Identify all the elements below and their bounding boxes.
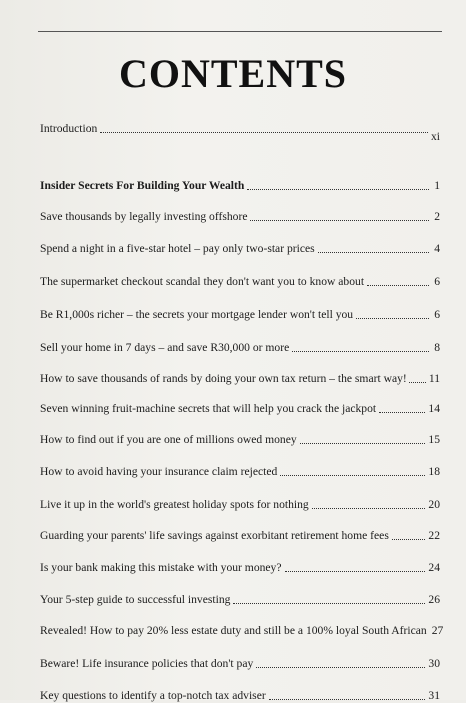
toc-entry-page: xi — [430, 130, 440, 143]
toc-entry-label: Insider Secrets For Building Your Wealth — [40, 179, 245, 192]
toc-entry-label: Is your bank making this mistake with your money? — [40, 561, 282, 574]
toc-entry-page: 14 — [428, 402, 440, 415]
toc-entry — [40, 122, 440, 143]
toc-entry-label: How to save thousands of rands by doing your own tax return – the smart way! — [40, 372, 407, 385]
toc-entry — [40, 242, 440, 256]
leader-dots — [367, 284, 429, 286]
leader-dots — [100, 131, 428, 133]
top-rule — [38, 31, 442, 32]
leader-dots — [292, 350, 429, 352]
toc-entry-page: 2 — [434, 210, 440, 223]
toc-entry-page: 11 — [428, 372, 440, 385]
toc-entry-label: Live it up in the world's greatest holiday spots for nothing — [40, 498, 309, 511]
leader-dots — [250, 219, 429, 221]
toc-entry-label: How to find out if you are one of millions owed money — [40, 433, 297, 446]
toc-entry-label: Guarding your parents' life savings against exorbitant retirement home fees — [40, 529, 389, 542]
toc-entry-page: 6 — [434, 308, 440, 321]
toc-entry-label: The supermarket checkout scandal they don't want you to know about — [40, 275, 365, 288]
toc-entry — [40, 529, 440, 543]
toc-entry-page: 31 — [428, 689, 440, 702]
toc-entry — [40, 341, 440, 355]
leader-dots — [312, 507, 426, 509]
toc-entry-label: Seven winning fruit-machine secrets that will help you crack the jackpot — [40, 402, 377, 415]
toc-entry-page: 4 — [434, 242, 440, 255]
leader-dots — [280, 474, 425, 476]
toc-entry — [40, 275, 440, 289]
toc-entry-label: Key questions to identify a top-notch tax adviser — [40, 689, 266, 702]
toc-entry-page: 1 — [434, 179, 440, 192]
toc-entry-label: Beware! Life insurance policies that don't pay — [40, 657, 254, 670]
toc-entry — [40, 179, 440, 193]
toc-entry-label: Spend a night in a five-star hotel – pay only two-star prices — [40, 242, 315, 255]
leader-dots — [233, 602, 425, 604]
toc-entry-page: 26 — [428, 593, 440, 606]
toc-entry-page: 24 — [428, 561, 440, 574]
leader-dots — [392, 538, 426, 540]
toc-entry-page: 22 — [428, 529, 440, 542]
toc-entry-page: 15 — [428, 433, 440, 446]
toc-entry-label: Save thousands by legally investing offshore — [40, 210, 248, 223]
page-title: CONTENTS — [118, 51, 348, 96]
toc-entry-label: Revealed! How to pay 20% less estate duty and still be a 100% loyal South African — [40, 624, 427, 637]
leader-dots — [256, 666, 425, 668]
toc-entry-label: Introduction — [40, 122, 98, 135]
toc-entry — [40, 372, 440, 386]
toc-entry — [40, 561, 440, 575]
toc-entry — [40, 465, 440, 479]
toc-entry — [40, 657, 440, 671]
toc-entry — [40, 593, 440, 607]
leader-dots — [318, 251, 429, 253]
toc-entry — [40, 210, 440, 224]
toc-entry — [40, 433, 440, 447]
leader-dots — [285, 570, 426, 572]
toc-entry-page: 30 — [428, 657, 440, 670]
toc-entry-page: 20 — [428, 498, 440, 511]
leader-dots — [379, 411, 425, 413]
toc-entry-label: Your 5-step guide to successful investing — [40, 593, 231, 606]
toc-entry-page: 8 — [434, 341, 440, 354]
toc-entry-label: Be R1,000s richer – the secrets your mortgage lender won't tell you — [40, 308, 354, 321]
toc-entry-page: 27 — [431, 624, 444, 637]
toc-entry-label: Sell your home in 7 days – and save R30,000 or more — [40, 341, 290, 354]
toc-entry-page: 18 — [428, 465, 440, 478]
leader-dots — [409, 381, 426, 383]
toc-entry — [40, 402, 440, 416]
leader-dots — [300, 442, 426, 444]
toc-entry — [40, 689, 440, 703]
toc-entry — [40, 498, 440, 512]
toc-entry-page: 6 — [434, 275, 440, 288]
toc-entry-label: How to avoid having your insurance claim rejected — [40, 465, 278, 478]
toc-entry — [40, 308, 440, 322]
leader-dots — [356, 317, 429, 319]
toc-entry — [40, 624, 444, 638]
leader-dots — [247, 188, 429, 190]
